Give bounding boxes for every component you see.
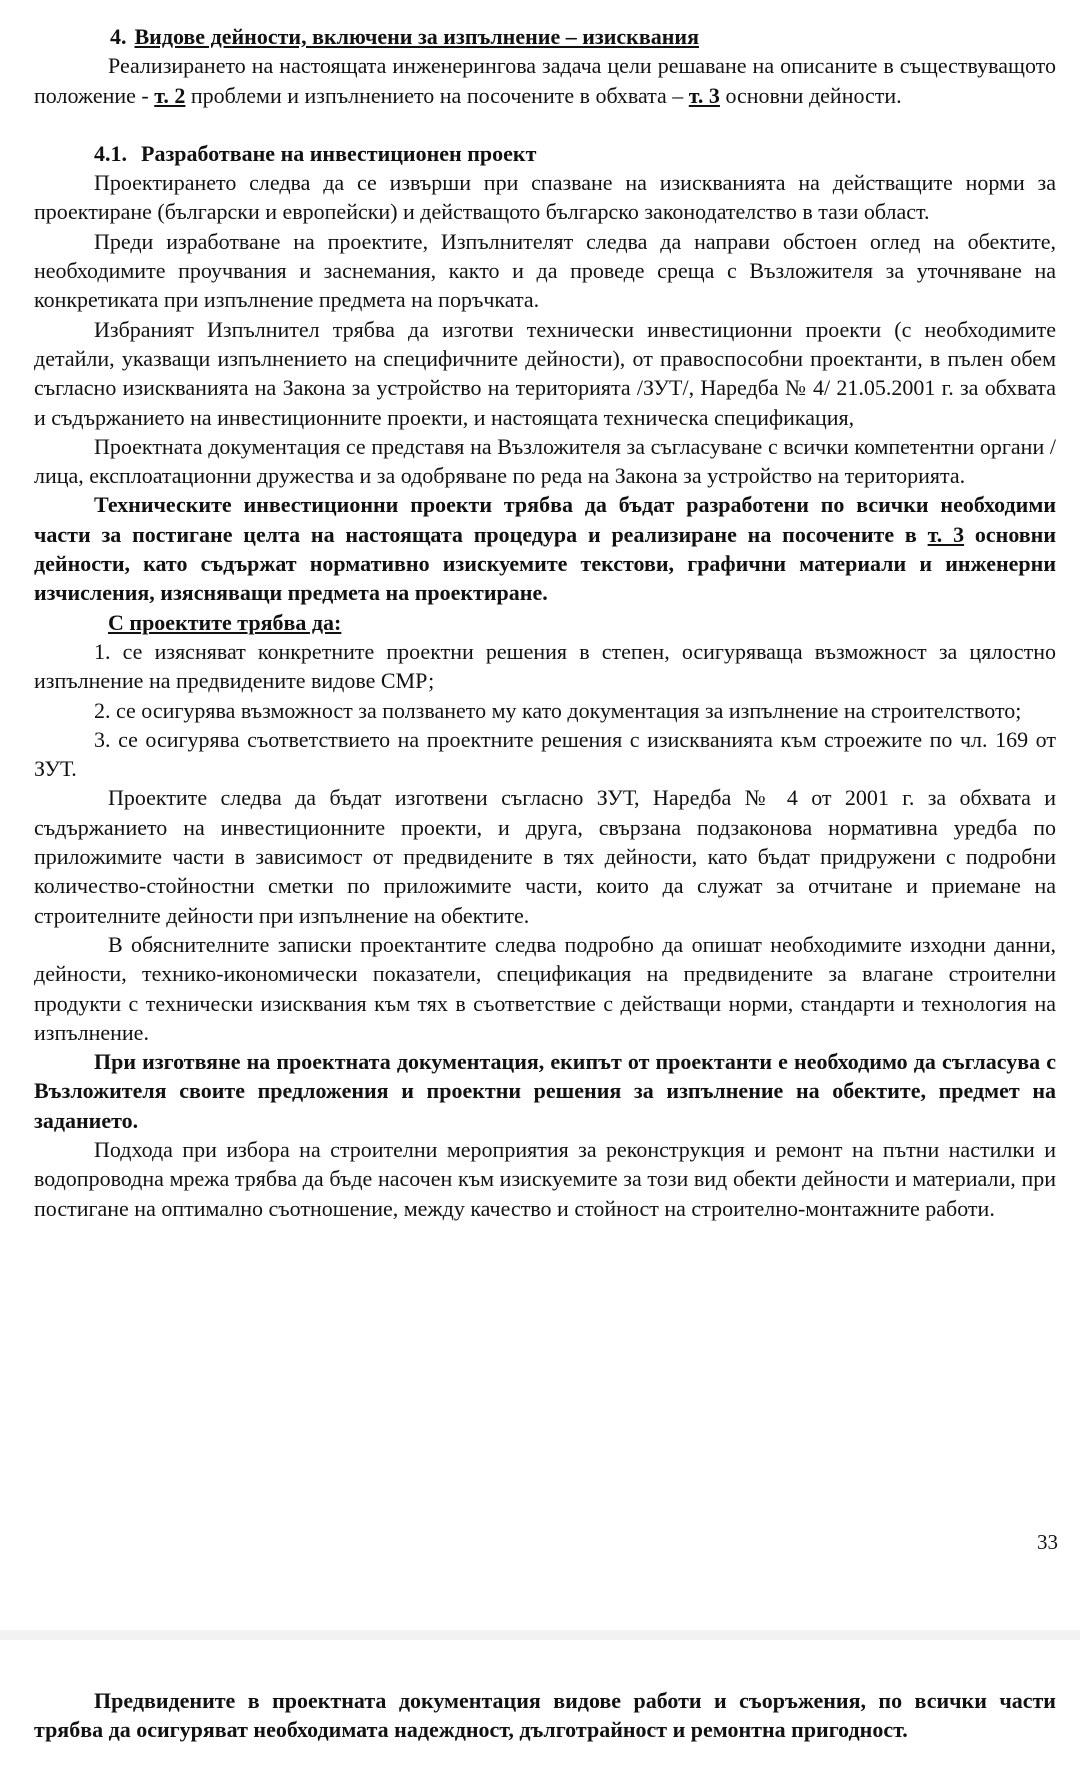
paragraph-explanatory-notes: В обяснителните записки проектантите следва подробно да опишат необходимите изходни данни, дейности, технико-икономически показатели, спецификация на предвидените за влагане строителни продукти с технически изисквания към тях в съответствие с действащи норми, стандарти и технология на изпълнение. bbox=[34, 931, 1056, 1045]
paragraph-regulations: Проектите следва да бъдат изготвени съгласно ЗУТ, Наредба № 4 от 2001 г. за обхвата и съдържанието на инвестиционните проекти, и друга, свързана подзаконова нормативна уредба по приложимите части в зависимост от предвидените в тях дейности, като бъдат придружени с подробни количество-стойностни сметки по приложимите части, които да служат за отчитане и приемане на строителните дейности при изпълнение на обектите. bbox=[34, 785, 1056, 928]
section-4-number: 4. bbox=[110, 24, 127, 49]
intro-text-a: Реализирането на настоящата инженерингова задача цели решаване на описаните в съществуващото положение - bbox=[34, 53, 1056, 108]
page-number: 33 bbox=[1037, 1530, 1058, 1554]
paragraph-site-inspection: Преди изработване на проектите, Изпълнителят следва да направи обстоен оглед на обектите, необходимите проучвания и заснемания, както и да проведе среща с Възложителя за уточняване на конкретиката при изпълнение предмета на поръчката. bbox=[34, 228, 1056, 313]
next-page-content bbox=[34, 1686, 1056, 1745]
section-4-1-title: Разработване на инвестиционен проект bbox=[141, 140, 537, 166]
list-item: 3. се осигурява съответствието на проектните решения с изискванията към строежите по чл. 169 от ЗУТ. bbox=[34, 726, 1056, 782]
paragraph-technical-projects bbox=[34, 490, 1056, 607]
paragraph-coordination: При изготвяне на проектната документация, екипът от проектанти е необходимо да съгласува с Възложителя своите предложения и проектни решения за изпълнение на обектите, предмет на заданието. bbox=[34, 1049, 1056, 1133]
section-4-1-heading bbox=[34, 139, 1056, 168]
intro-ref-2: т. 3 bbox=[688, 82, 720, 108]
section-4-title: Видове дейности, включени за изпълнение – изисквания bbox=[134, 24, 699, 49]
section-4-heading bbox=[34, 22, 1056, 51]
next-document-page bbox=[0, 1640, 1080, 1783]
page-content bbox=[34, 22, 1056, 1223]
page-separator bbox=[0, 1630, 1080, 1640]
intro-ref-1: т. 2 bbox=[154, 82, 186, 108]
section-4-intro bbox=[34, 51, 1056, 110]
paragraph-documentation-approval: Проектната документация се представя на Възложителя за съгласуване с всички компетентни органи / лица, експлоатационни дружества и за одобряване по реда на Закона за устройство на територията. bbox=[34, 433, 1056, 489]
technical-projects-text-b: основни дейности, като съдържат нормативно изискуемите текстови, графични материали и инженерни изчисления, изясняващи предмета на проектиране. bbox=[34, 521, 1057, 606]
section-4-1-number: 4.1. bbox=[94, 140, 127, 166]
paragraph-contractor-projects: Избраният Изпълнител трябва да изготви технически инвестиционни проекти (с необходимите детайли, указващи изпълнението на специфичните дейности), от правоспособни проектанти, в пълен обем съгласно изискванията на Закона за устройство на територията /ЗУТ/, Наредба № 4/ 21.05.2001 г. за обхвата и съдържанието на инвестиционните проекти, и настоящата техническа спецификация, bbox=[34, 316, 1056, 430]
technical-projects-ref: т. 3 bbox=[927, 521, 965, 547]
paragraph-approach: Подхода при избора на строителни мероприятия за реконструкция и ремонт на пътни настилки и водопроводна мрежа трябва да бъде насочен към изискуемите за този вид обекти дейности и материали, при постигане на оптимално съотношение, между качество и стойност на строително-монтажните работи. bbox=[34, 1136, 1056, 1221]
list-item: 1. се изясняват конкретните проектни решения в степен, осигуряваща възможност за цялостно изпълнение на предвидените видове СМР; bbox=[34, 638, 1056, 694]
intro-text-b: проблеми и изпълнението на посочените в обхвата – bbox=[185, 82, 689, 108]
list-title: С проектите трябва да: bbox=[108, 609, 342, 635]
list-item: 2. се осигурява възможност за ползването му като документация за изпълнение на строителството; bbox=[94, 697, 1022, 723]
technical-projects-text-a: Техническите инвестиционни проекти трябва да бъдат разработени по всички необходими части за постигане целта на настоящата процедура и реализиране на посочените в bbox=[34, 492, 1056, 547]
paragraph-reliability: Предвидените в проектната документация видове работи и съоръжения, по всички части трябва да осигуряват необходимата надеждност, дълготрайност и ремонтна пригодност. bbox=[34, 1688, 1056, 1743]
paragraph-design-norms: Проектирането следва да се извърши при спазване на изискванията на действащите норми за проектиране (български и европейски) и действащото българско законодателство в тази област. bbox=[34, 170, 1056, 225]
intro-text-c: основни дейности. bbox=[719, 82, 902, 108]
